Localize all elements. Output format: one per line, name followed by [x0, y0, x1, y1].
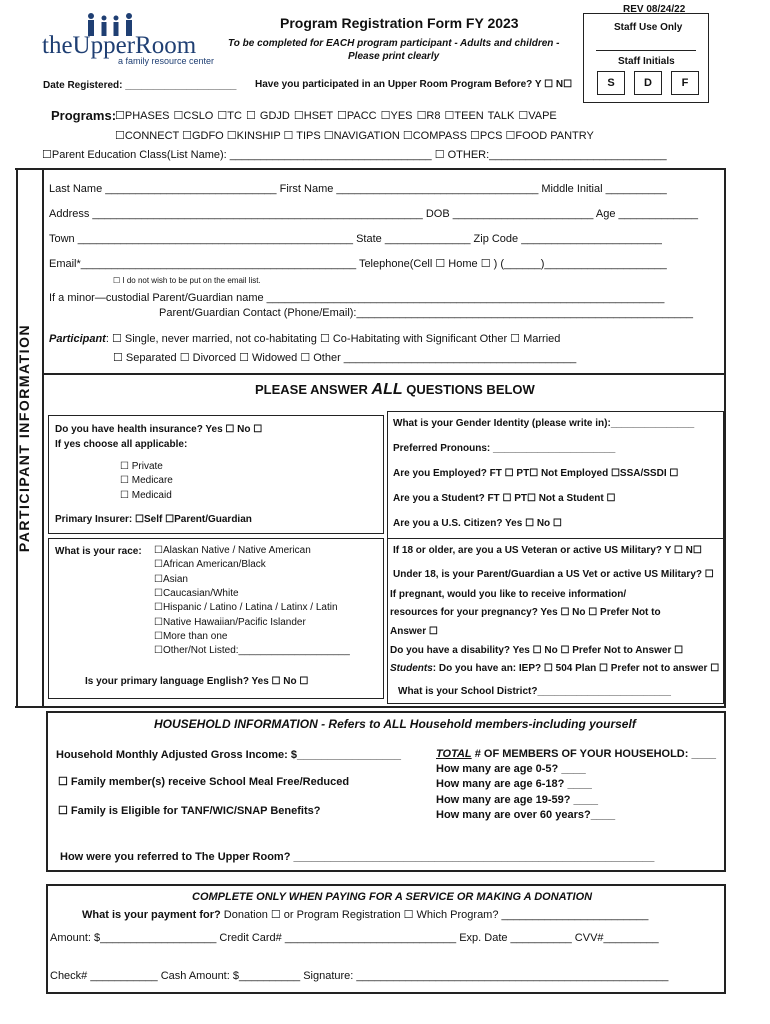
age-6-18[interactable]: How many are age 6-18? ____	[436, 778, 592, 790]
inner-left-rule	[42, 168, 44, 708]
payment-for-options[interactable]: Donation ☐ or Program Registration ☐ Which Program? ________________________	[220, 909, 649, 921]
name-row[interactable]: Last Name ____________________________ First Name _________________________________ Middle Initial __________	[49, 183, 667, 195]
gender-identity[interactable]: What is your Gender Identity (please write in):_______________	[393, 418, 695, 429]
form-subtitle-1: To be completed for EACH program participant - Adults and children -	[228, 38, 560, 49]
left-rule	[16, 168, 18, 706]
citizen-status[interactable]: Are you a U.S. Citizen? Yes ☐ No ☐	[393, 518, 562, 529]
address-row[interactable]: Address ______________________________________________________ DOB _______________________ Age _____________	[49, 208, 699, 220]
initial-d[interactable]: D	[634, 71, 662, 95]
race-option[interactable]: ☐Asian	[154, 574, 188, 585]
top-rule	[15, 168, 726, 170]
school-district[interactable]: What is your School District?________________________	[398, 686, 671, 697]
answer-all-rule	[43, 373, 725, 375]
parent-veteran-question[interactable]: Under 18, is your Parent/Guardian a US Vet or active US Military? ☐	[393, 569, 714, 580]
race-option[interactable]: ☐Native Hawaiian/Pacific Islander	[154, 617, 306, 628]
participant-information-label: PARTICIPANT INFORMATION	[16, 323, 32, 553]
date-registered[interactable]: Date Registered: ____________________	[43, 80, 237, 91]
right-questions-box	[387, 411, 724, 704]
primary-language-english[interactable]: Is your primary language English? Yes ☐ No ☐	[85, 676, 309, 687]
revision: REV 08/24/22	[623, 4, 686, 15]
disability-question[interactable]: Do you have a disability? Yes ☐ No ☐ Prefer Not to Answer ☐	[390, 645, 684, 656]
pregnancy-line-1: If pregnant, would you like to receive information/	[390, 589, 627, 600]
initial-f[interactable]: F	[671, 71, 699, 95]
form-subtitle-2: Please print clearly	[348, 51, 440, 62]
right-box-divider	[387, 538, 724, 539]
veteran-question[interactable]: If 18 or older, are you a US Veteran or active US Military? Y ☐ N☐	[393, 545, 702, 556]
status-row-2[interactable]: ☐ Separated ☐ Divorced ☐ Widowed ☐ Other ______________________________________	[113, 352, 577, 364]
race-option[interactable]: ☐Hispanic / Latino / Latina / Latinx / Latin	[154, 602, 338, 613]
participant-bottom-rule	[15, 706, 726, 708]
guardian-contact-row[interactable]: Parent/Guardian Contact (Phone/Email):_______________________________________________________	[159, 307, 693, 319]
race-option[interactable]: ☐Other/Not Listed:____________________	[154, 645, 350, 656]
amount-row[interactable]: Amount: $___________________ Credit Card# ____________________________ Exp. Date __________ CVV#_________	[50, 932, 659, 944]
staff-initials-label: Staff Initials	[618, 56, 675, 67]
insurance-private[interactable]: ☐ Private	[120, 461, 163, 472]
race-option[interactable]: ☐More than one	[154, 631, 228, 642]
age-0-5[interactable]: How many are age 0-5? ____	[436, 763, 586, 775]
race-option[interactable]: ☐African American/Black	[154, 559, 266, 570]
minor-row[interactable]: If a minor—custodial Parent/Guardian name _________________________________________________________________	[49, 292, 665, 304]
insurance-medicaid[interactable]: ☐ Medicaid	[120, 490, 172, 501]
students-iep-question[interactable]: : Do you have an: IEP? ☐ 504 Plan ☐ Prefer not to answer ☐	[432, 663, 720, 674]
participated-question[interactable]: Have you participated in an Upper Room Program Before? Y ☐ N☐	[255, 79, 573, 90]
race-option[interactable]: ☐Caucasian/White	[154, 588, 239, 599]
employment-status[interactable]: Are you Employed? FT ☐ PT☐ Not Employed ☐SSA/SSDI ☐	[393, 468, 679, 479]
participant-label: Participant	[49, 333, 106, 345]
answer-all-heading: PLEASE ANSWER ALL QUESTIONS BELOW	[255, 381, 535, 398]
preferred-pronouns[interactable]: Preferred Pronouns: ______________________	[393, 443, 616, 454]
total-label: TOTAL	[436, 748, 472, 760]
student-status[interactable]: Are you a Student? FT ☐ PT☐ Not a Student ☐	[393, 493, 616, 504]
logo-subtitle: a family resource center	[118, 56, 215, 66]
total-members[interactable]: # OF MEMBERS OF YOUR HOUSEHOLD: ____	[471, 748, 716, 760]
race-label: What is your race:	[55, 546, 142, 557]
students-label: Students	[390, 663, 433, 674]
right-rule	[724, 168, 726, 708]
pregnancy-line-2[interactable]: resources for your pregnancy? Yes ☐ No ☐ Prefer Not to	[390, 607, 661, 618]
initial-s[interactable]: S	[597, 71, 625, 95]
insurance-choose: If yes choose all applicable:	[55, 439, 188, 450]
referral-question[interactable]: How were you referred to The Upper Room? ___________________________________________________________	[60, 851, 655, 863]
email-row[interactable]: Email*_____________________________________________ Telephone(Cell ☐ Home ☐ ) (______)____________________	[49, 258, 667, 270]
insurance-medicare[interactable]: ☐ Medicare	[120, 475, 173, 486]
school-meal-checkbox[interactable]: ☐ Family member(s) receive School Meal Free/Reduced	[58, 776, 350, 788]
age-over-60[interactable]: How many are over 60 years?____	[436, 809, 616, 821]
payment-title: COMPLETE ONLY WHEN PAYING FOR A SERVICE OR MAKING A DONATION	[192, 891, 593, 903]
household-title: HOUSEHOLD INFORMATION - Refers to ALL Household members-including yourself	[154, 717, 636, 731]
staff-use-label: Staff Use Only	[614, 22, 683, 33]
logo-text: theUpperRoom	[42, 32, 197, 59]
form-title: Program Registration Form FY 2023	[280, 15, 519, 31]
race-option[interactable]: ☐Alaskan Native / Native American	[154, 545, 311, 556]
tanf-checkbox[interactable]: ☐ Family is Eligible for TANF/WIC/SNAP Benefits?	[58, 805, 321, 817]
town-row[interactable]: Town _____________________________________________ State ______________ Zip Code _______________________	[49, 233, 662, 245]
programs-row-1[interactable]: ☐PHASES ☐CSLO ☐TC ☐ GDJD ☐HSET ☐PACC ☐YES ☐R8 ☐TEEN TALK ☐VAPE	[115, 110, 557, 122]
primary-insurer[interactable]: Primary Insurer: ☐Self ☐Parent/Guardian	[55, 514, 252, 525]
household-income[interactable]: Household Monthly Adjusted Gross Income: $_________________	[56, 749, 402, 761]
programs-label: Programs:	[51, 108, 117, 123]
pregnancy-line-3[interactable]: Answer ☐	[390, 626, 438, 637]
staff-line	[596, 50, 696, 51]
insurance-question[interactable]: Do you have health insurance? Yes ☐ No ☐	[55, 424, 263, 435]
payment-for-label: What is your payment for?	[82, 909, 221, 921]
check-row[interactable]: Check# ___________ Cash Amount: $__________ Signature: ___________________________________________________	[50, 970, 669, 982]
household-box	[46, 711, 726, 872]
programs-row-3[interactable]: ☐Parent Education Class(List Name): _________________________________ ☐ OTHER:_____________________________	[42, 149, 667, 161]
status-row-1[interactable]: : ☐ Single, never married, not co-habitating ☐ Co-Habitating with Significant Other ☐ Married	[105, 333, 561, 345]
no-email-checkbox[interactable]: ☐ I do not wish to be put on the email list.	[113, 276, 261, 285]
age-19-59[interactable]: How many are age 19-59? ____	[436, 794, 599, 806]
programs-row-2[interactable]: ☐CONNECT ☐GDFO ☐KINSHIP ☐ TIPS ☐NAVIGATION ☐COMPASS ☐PCS ☐FOOD PANTRY	[115, 130, 594, 142]
